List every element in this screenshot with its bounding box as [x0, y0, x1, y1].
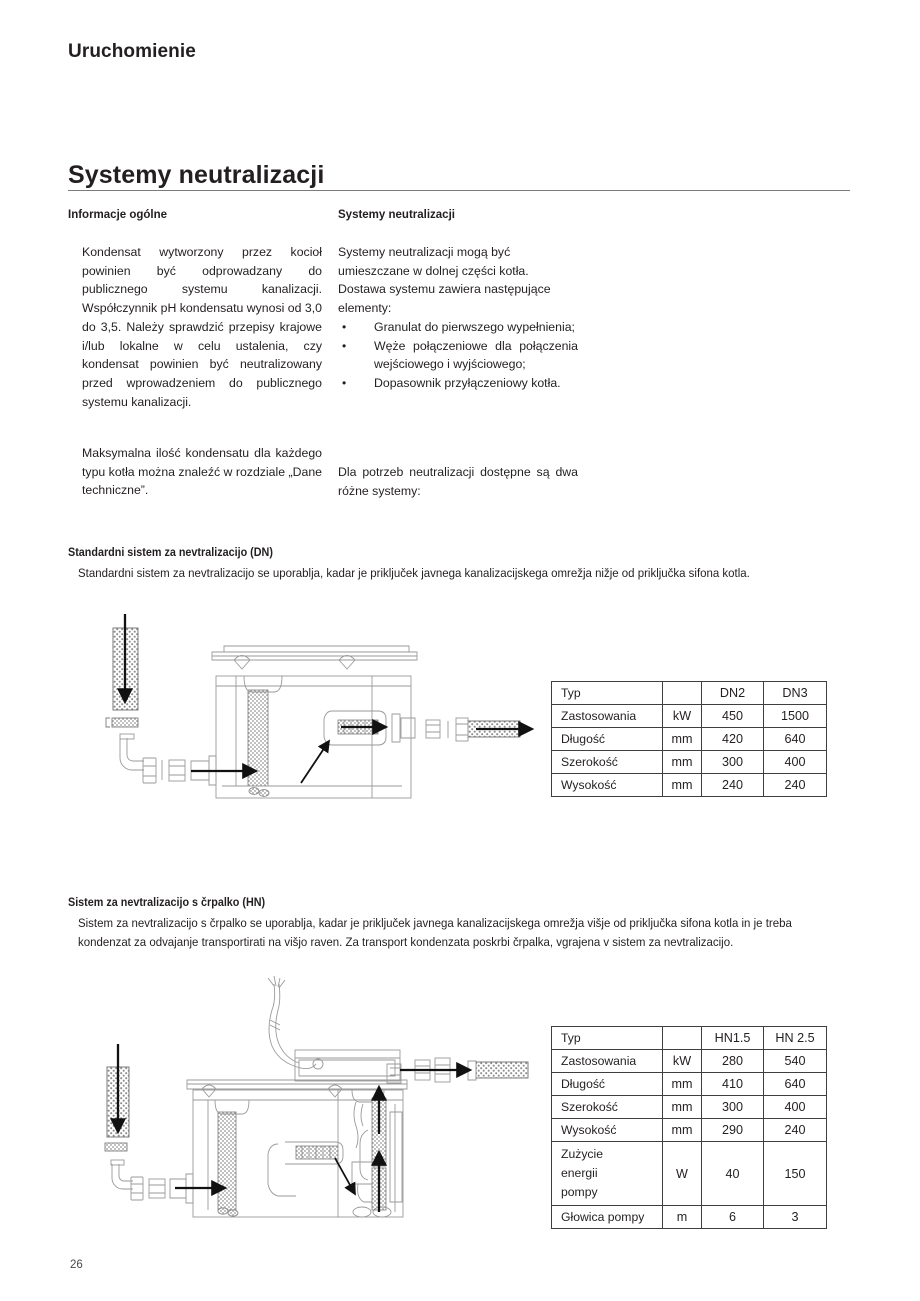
intro-right-paragraph-2: Dla potrzeb neutralizacji dostępne są dwa różne systemy:	[338, 465, 578, 498]
cell-value-1: 300	[702, 1096, 764, 1119]
table-row	[552, 1050, 827, 1073]
intro-right-column-tail	[338, 463, 578, 500]
cell-value-2: 3	[764, 1206, 827, 1229]
intro-left-column	[82, 243, 322, 411]
cell-label: Szerokość	[552, 751, 663, 774]
table-row	[552, 1142, 827, 1206]
cell-value-1: 280	[702, 1050, 764, 1073]
table-row	[552, 1206, 827, 1229]
cell-label: Typ	[552, 682, 663, 705]
standard-neutralization-diagram	[96, 608, 536, 813]
cell-value-1: DN2	[702, 682, 764, 705]
section-body-dn-text: Standardni sistem za nevtralizacijo se uporablja, kadar je priključek javnega kanalizacijskega omrežja nižje od priključka sifona kotla.	[78, 566, 750, 580]
intro-right-column	[338, 243, 578, 393]
cell-value-1: 290	[702, 1119, 764, 1142]
section-body-hn	[78, 914, 821, 952]
cell-value-1: 6	[702, 1206, 764, 1229]
table-row	[552, 728, 827, 751]
cell-unit: m	[663, 1206, 702, 1229]
cell-unit	[663, 682, 702, 705]
page-number: 26	[70, 1259, 83, 1271]
cell-label: Typ	[552, 1027, 663, 1050]
intro-right-heading: Systemy neutralizacji	[338, 209, 455, 221]
cell-label: Długość	[552, 1073, 663, 1096]
list-item: • Węże połączeniowe dla połączenia wejściowego i wyjściowego;	[338, 337, 578, 374]
table-row	[552, 1096, 827, 1119]
cell-unit: mm	[663, 1096, 702, 1119]
cell-value-2: HN 2.5	[764, 1027, 827, 1050]
cell-value-1: HN1.5	[702, 1027, 764, 1050]
table-row	[552, 705, 827, 728]
cell-value-2: 150	[764, 1142, 827, 1206]
title-divider	[68, 190, 850, 191]
cell-value-2: 640	[764, 728, 827, 751]
cell-value-1: 420	[702, 728, 764, 751]
section-body-hn-text: Sistem za nevtralizacijo s črpalko se uporablja, kadar je priključek javnega kanalizacijskega omrežja višje od priključka sifona kotla in je treba kondenzat za odvajanje transportirati na višjo raven. Za transport kondenzata poskrbi črpalka, vgrajena v sistem za nevtralizacijo.	[78, 916, 792, 949]
cell-value-2: 240	[764, 774, 827, 797]
hn-spec-table	[551, 1026, 827, 1229]
table-row	[552, 1073, 827, 1096]
cell-unit: kW	[663, 1050, 702, 1073]
cell-unit: kW	[663, 705, 702, 728]
cell-value-1: 450	[702, 705, 764, 728]
cell-value-2: 240	[764, 1119, 827, 1142]
table-row	[552, 774, 827, 797]
cell-label: Zastosowania	[552, 1050, 663, 1073]
pump-neutralization-diagram	[90, 972, 540, 1222]
cell-unit: mm	[663, 774, 702, 797]
cell-label: Zastosowania	[552, 705, 663, 728]
cell-label: Głowica pompy	[552, 1206, 663, 1229]
cell-value-2: 400	[764, 751, 827, 774]
table-row	[552, 1119, 827, 1142]
cell-value-2: DN3	[764, 682, 827, 705]
intro-right-paragraph-1: Systemy neutralizacji mogą być umieszczane w dolnej części kotła. Dostawa systemu zawiera następujące elementy:	[338, 245, 551, 316]
cell-value-1: 410	[702, 1073, 764, 1096]
cell-value-1: 240	[702, 774, 764, 797]
section-heading-hn: Sistem za nevtralizacijo s črpalko (HN)	[68, 896, 266, 909]
table-row	[552, 751, 827, 774]
cell-value-1: 300	[702, 751, 764, 774]
cell-value-1: 40	[702, 1142, 764, 1206]
intro-left-column-2	[82, 444, 322, 500]
cell-label: Wysokość	[552, 1119, 663, 1142]
cell-unit: mm	[663, 751, 702, 774]
dn-spec-table	[551, 681, 827, 797]
cell-unit: W	[663, 1142, 702, 1206]
intro-left-paragraph-1: Kondensat wytworzony przez kocioł powinien być odprowadzany do publicznego systemu kanalizacji. Współczynnik pH kondensatu wynosi od 3,0 do 3,5. Należy sprawdzić przepisy krajowe i/lub lokalne w celu ustalenia, czy kondensat powinien być neutralizowany przed wprowadzeniem do publicznego systemu kanalizacji.	[82, 245, 322, 409]
table-row	[552, 1027, 827, 1050]
cell-value-2: 400	[764, 1096, 827, 1119]
intro-left-paragraph-2: Maksymalna ilość kondensatu dla każdego typu kotła można znaleźć w rozdziale „Dane techniczne”.	[82, 446, 322, 498]
cell-value-2: 540	[764, 1050, 827, 1073]
cell-unit: mm	[663, 1073, 702, 1096]
cell-unit: mm	[663, 1119, 702, 1142]
cell-label: Wysokość	[552, 774, 663, 797]
intro-bullet-list	[338, 318, 578, 393]
cell-unit	[663, 1027, 702, 1050]
cell-label: Szerokość	[552, 1096, 663, 1119]
table-row	[552, 682, 827, 705]
running-head: Uruchomienie	[68, 41, 196, 62]
cell-value-2: 1500	[764, 705, 827, 728]
section-body-dn	[78, 564, 821, 583]
cell-label: Długość	[552, 728, 663, 751]
page-title: Systemy neutralizacji	[68, 161, 325, 189]
list-item: • Granulat do pierwszego wypełnienia;	[338, 318, 578, 337]
list-item: • Dopasownik przyłączeniowy kotła.	[338, 374, 578, 393]
intro-left-heading: Informacje ogólne	[68, 209, 168, 221]
cell-label-multiline: Zużycie energii pompy	[552, 1142, 663, 1206]
cell-unit: mm	[663, 728, 702, 751]
cell-value-2: 640	[764, 1073, 827, 1096]
section-heading-dn: Standardni sistem za nevtralizacijo (DN)	[68, 546, 273, 559]
